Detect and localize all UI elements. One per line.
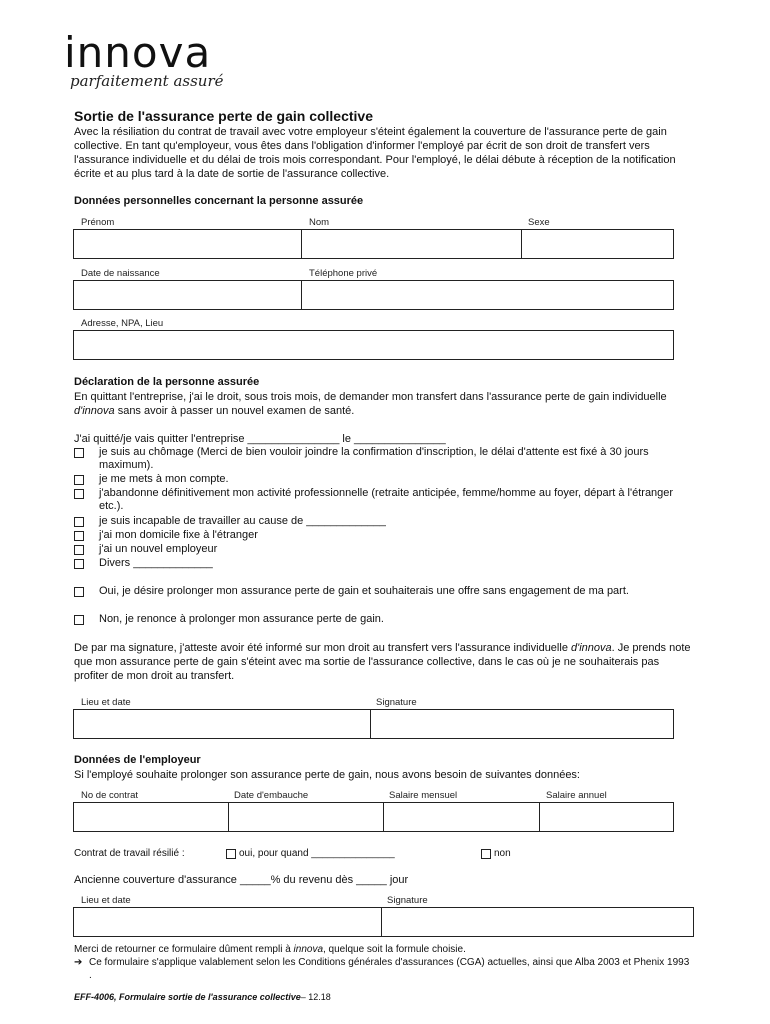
declaration-heading: Déclaration de la personne assurée <box>74 376 260 388</box>
resilie-oui-checkbox[interactable] <box>226 849 236 859</box>
cga-text: Ce formulaire s'applique valablement selon les Conditions générales d'assurances (CGA) actuelles, ainsi que Alba 2003 et Phenix 1993 . <box>89 957 690 981</box>
option-employeur-checkbox[interactable] <box>74 545 84 555</box>
contrat-label: No de contrat <box>81 790 139 801</box>
logo-brand: innova <box>64 28 212 77</box>
option-label: j'abandonne définitivement mon activité professionnelle (retraite anticipée, femme/homme au foyer, départ à l'étranger etc.). <box>99 487 674 512</box>
declaration-text <box>74 390 694 418</box>
resilie-non-checkbox[interactable] <box>481 849 491 859</box>
quit-line[interactable]: J'ai quitté/je vais quitter l'entreprise _______________ le _______________ <box>74 433 446 445</box>
option-incapable[interactable] <box>74 515 699 528</box>
resilie-oui-label: oui, pour quand _______________ <box>239 848 395 859</box>
form-version: – 12.18 <box>300 992 331 1002</box>
nom-field[interactable] <box>301 229 522 259</box>
option-non-checkbox[interactable] <box>74 615 84 625</box>
resilie-non[interactable] <box>481 847 511 860</box>
intro-text: Avec la résiliation du contrat de travail avec votre employeur s'éteint également la couverture de l'assurance perte de gain collective. En tant qu'employeur, vous êtes dans l'obligation d'informer l'employé par écrit de son droit de transfert vers l'assurance individuelle et du délai de trois mois correspondant. Pour l'employé, le délai débute à réception de la notification écrite et au plus tard à la date de sortie de l'assurance collective. <box>74 126 676 180</box>
employer-intro: Si l'employé souhaite prolonger son assurance perte de gain, nous avons besoin de suivantes données: <box>74 769 580 781</box>
return-note-part: Merci de retourner ce formulaire dûment rempli à <box>74 944 294 955</box>
personal-heading: Données personnelles concernant la personne assurée <box>74 195 364 207</box>
mensuel-field[interactable] <box>383 802 540 832</box>
option-divers-checkbox[interactable] <box>74 559 84 569</box>
employer-lieu-label: Lieu et date <box>81 895 131 906</box>
declaration-text-part: sans avoir à passer un nouvel examen de santé. <box>114 405 355 417</box>
arrow-icon: ➔ <box>74 957 83 968</box>
employer-lieu-field[interactable] <box>73 907 382 937</box>
embauche-label: Date d'embauche <box>234 790 309 801</box>
logo-tagline: parfaitement assuré <box>70 72 224 90</box>
ancienne-couverture[interactable]: Ancienne couverture d'assurance _____% du revenu dès _____ jour <box>74 874 409 886</box>
employer-signature-label: Signature <box>387 895 428 906</box>
return-note <box>74 943 694 956</box>
option-label: j'ai mon domicile fixe à l'étranger <box>99 529 258 541</box>
adresse-field[interactable] <box>73 330 674 360</box>
embauche-field[interactable] <box>228 802 384 832</box>
option-label: j'ai un nouvel employeur <box>99 543 218 555</box>
option-label: je suis incapable de travailler au cause de _____________ <box>99 515 386 527</box>
attest-text <box>74 641 694 683</box>
resilie-oui[interactable] <box>226 847 395 860</box>
option-chomage[interactable] <box>74 446 699 472</box>
cga-note <box>74 956 694 982</box>
employer-heading: Données de l'employeur <box>74 754 201 766</box>
option-etranger[interactable] <box>74 529 699 542</box>
option-chomage-checkbox[interactable] <box>74 448 84 458</box>
return-brand: innova <box>293 944 323 955</box>
option-abandon[interactable] <box>74 487 699 513</box>
innova-logo <box>64 28 224 90</box>
annuel-field[interactable] <box>539 802 674 832</box>
attest-text-part: De par ma signature, j'atteste avoir été informé sur mon droit au transfert vers l'assurance individuelle <box>74 642 571 654</box>
annuel-label: Salaire annuel <box>546 790 607 801</box>
option-label: je me mets à mon compte. <box>99 473 229 485</box>
option-divers[interactable] <box>74 557 699 570</box>
option-compte-checkbox[interactable] <box>74 475 84 485</box>
option-oui-checkbox[interactable] <box>74 587 84 597</box>
telephone-field[interactable] <box>301 280 674 310</box>
signature-label: Signature <box>376 697 417 708</box>
mensuel-label: Salaire mensuel <box>389 790 458 801</box>
option-label: Non, je renonce à prolonger mon assurance perte de gain. <box>99 613 384 625</box>
lieu-field[interactable] <box>73 709 371 739</box>
declaration-brand: d'innova <box>74 405 115 417</box>
form-code-name: EFF-4006, Formulaire sortie de l'assurance collective <box>74 992 301 1002</box>
option-oui[interactable] <box>74 585 699 598</box>
option-compte[interactable] <box>74 473 699 486</box>
declaration-text-part: En quittant l'entreprise, j'ai le droit, sous trois mois, de demander mon transfert dans l'assurance perte de gain individuelle <box>74 391 667 403</box>
option-abandon-checkbox[interactable] <box>74 489 84 499</box>
employer-signature-field[interactable] <box>381 907 694 937</box>
option-employeur[interactable] <box>74 543 699 556</box>
contrat-field[interactable] <box>73 802 229 832</box>
telephone-label: Téléphone privé <box>309 268 378 279</box>
naissance-field[interactable] <box>73 280 302 310</box>
nom-label: Nom <box>309 217 330 228</box>
form-code <box>74 992 331 1002</box>
resilie-label: Contrat de travail résilié : <box>74 848 185 859</box>
option-label: je suis au chômage (Merci de bien vouloir joindre la confirmation d'inscription, le délai d'attente est fixé à 30 jours maximum). <box>99 446 649 471</box>
attest-text-part: . Je prends note que mon assurance perte de gain s'éteint avec ma sortie de l'assurance collective, dans le cas où je ne souhaiterais pas profiter de mon droit au transfert. <box>74 642 691 682</box>
form-title: Sortie de l'assurance perte de gain collective <box>74 108 374 124</box>
prenom-field[interactable] <box>73 229 302 259</box>
prenom-label: Prénom <box>81 217 115 228</box>
lieu-label: Lieu et date <box>81 697 131 708</box>
return-note-part: , quelque soit la formule choisie. <box>323 944 466 955</box>
option-etranger-checkbox[interactable] <box>74 531 84 541</box>
naissance-label: Date de naissance <box>81 268 160 279</box>
sexe-field[interactable] <box>521 229 674 259</box>
sexe-label: Sexe <box>528 217 550 228</box>
option-non[interactable] <box>74 613 699 626</box>
adresse-label: Adresse, NPA, Lieu <box>81 318 164 329</box>
signature-field[interactable] <box>370 709 674 739</box>
attest-brand: d'innova <box>571 642 612 654</box>
option-label: Divers _____________ <box>99 557 213 569</box>
option-label: Oui, je désire prolonger mon assurance perte de gain et souhaiterais une offre sans engagement de ma part. <box>99 585 629 597</box>
option-incapable-checkbox[interactable] <box>74 517 84 527</box>
resilie-non-label: non <box>494 848 511 859</box>
